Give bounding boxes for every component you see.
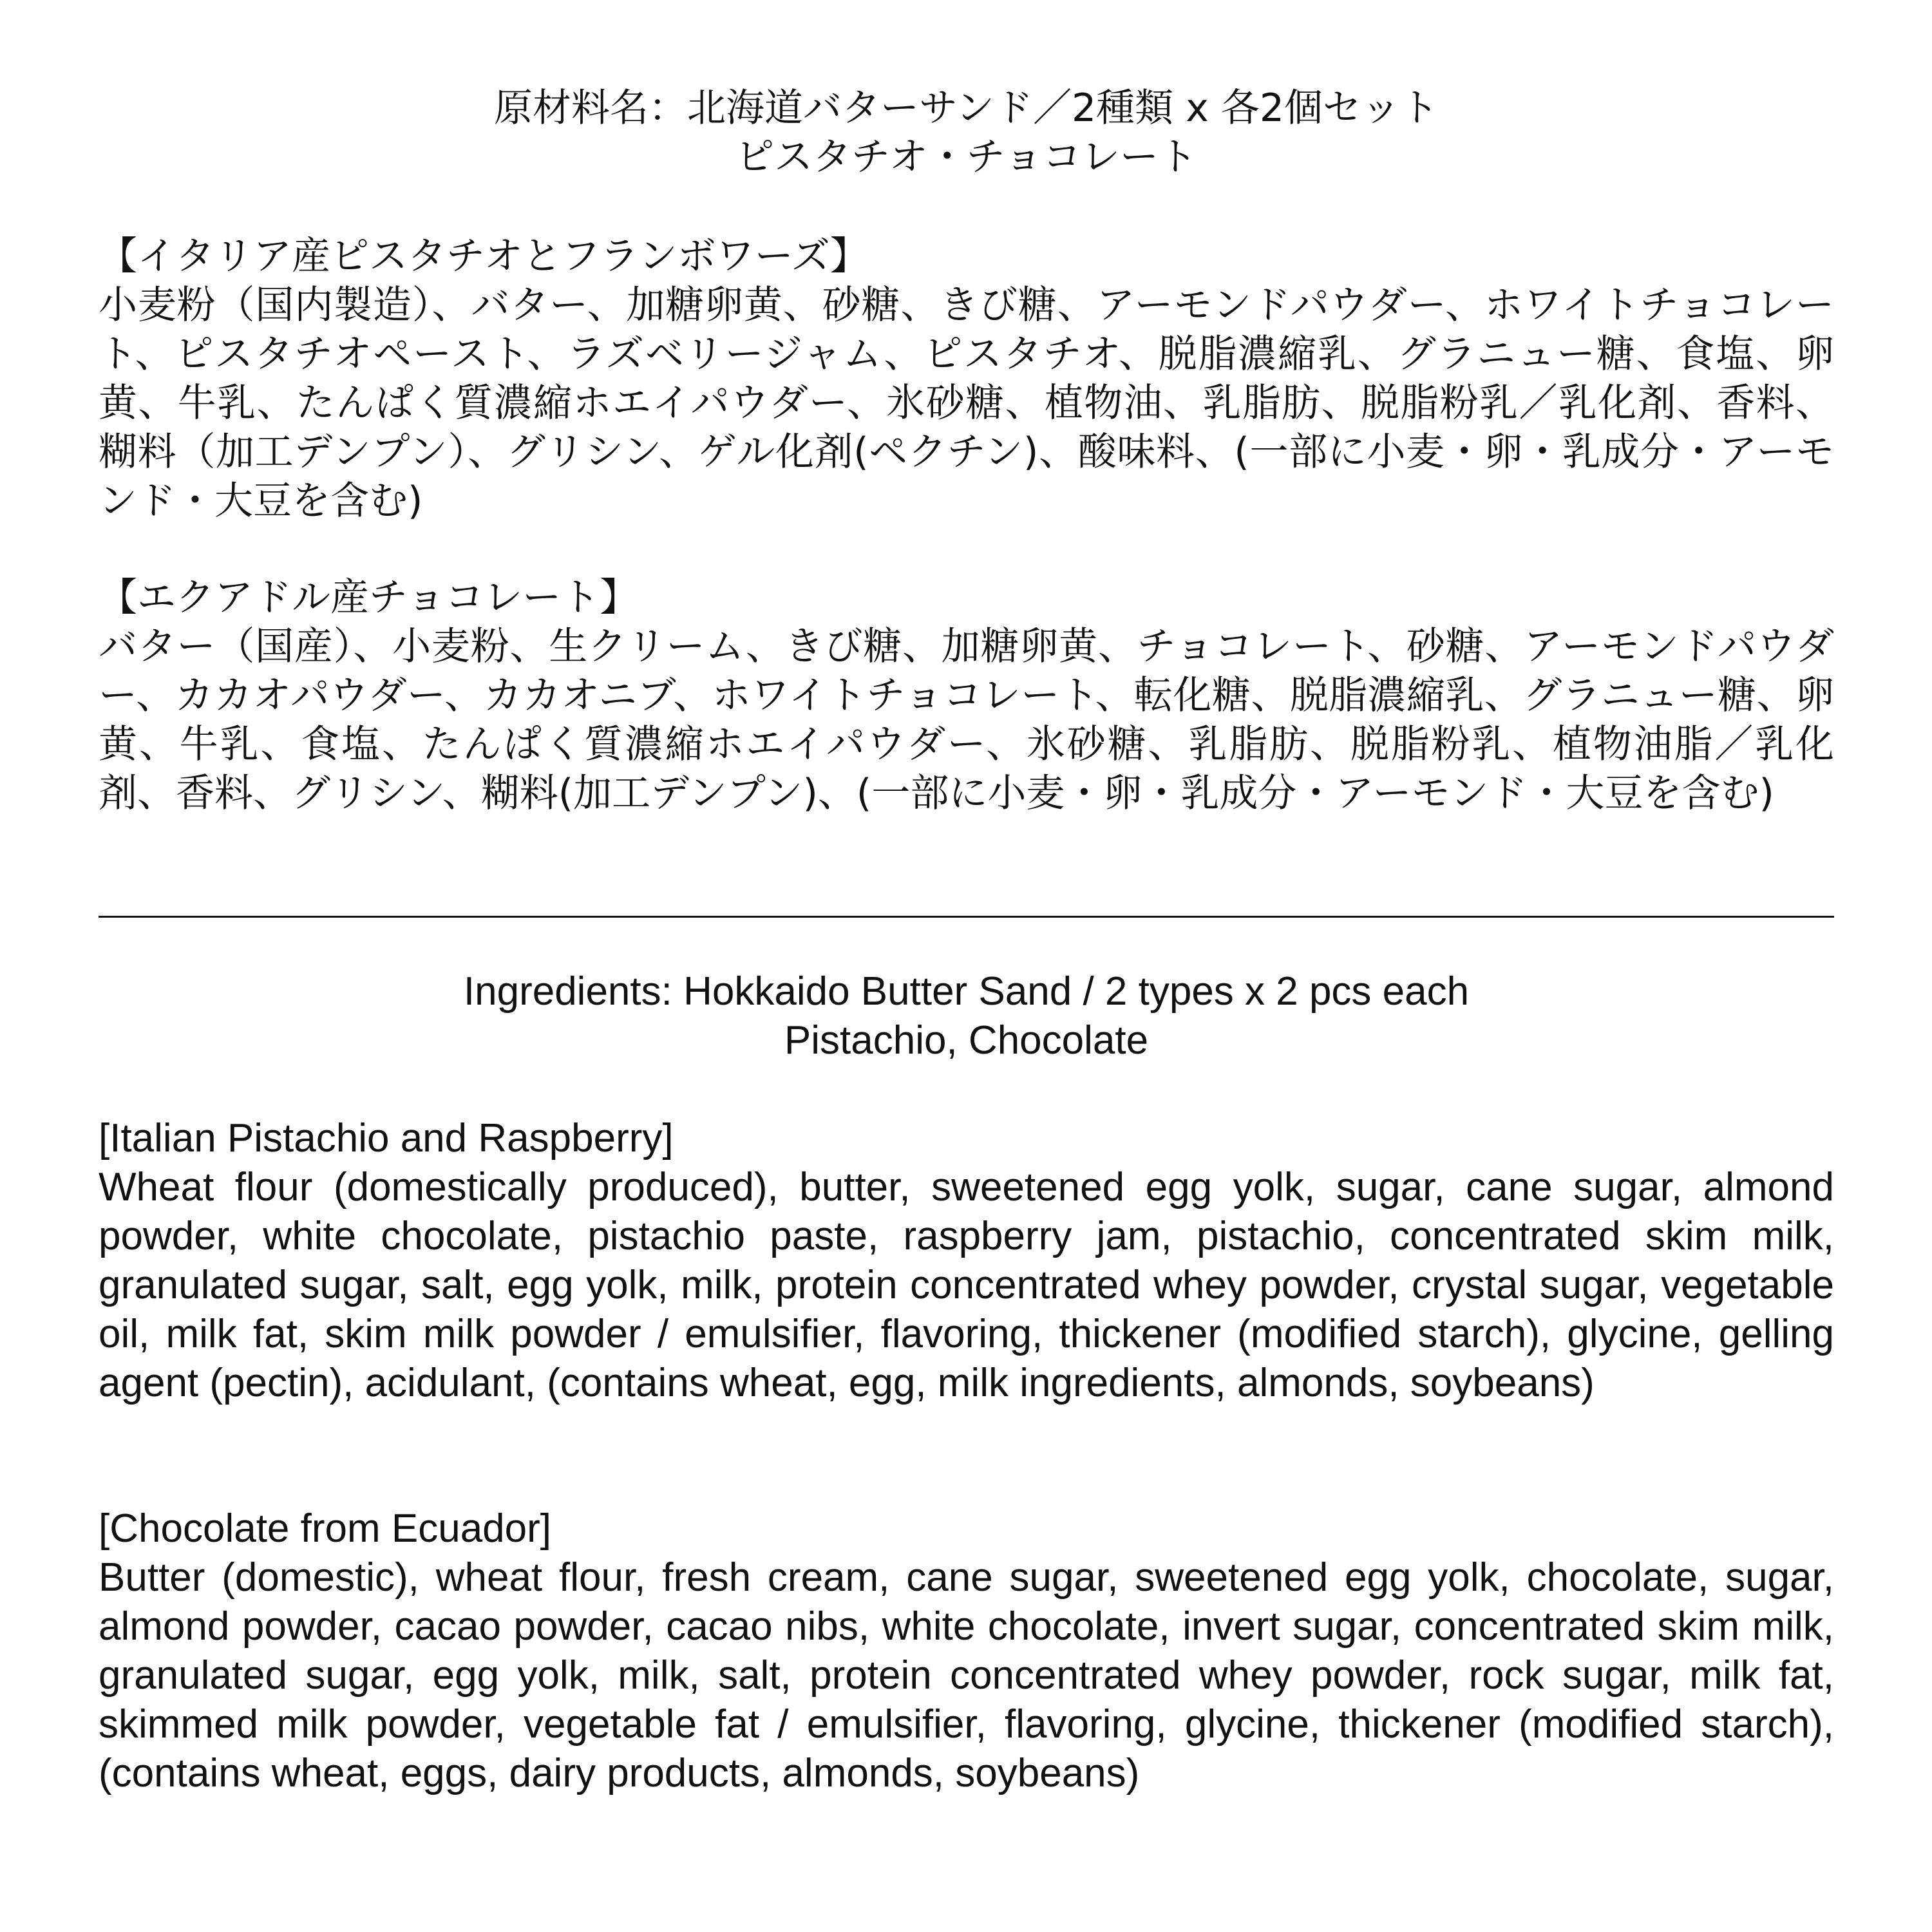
ingredient-list: バター（国産）、小麦粉、生クリーム、きび糖、加糖卵黄、チョコレート、砂糖、アーモンドパウダー、カカオパウダー、カカオニブ、ホワイトチョコレート、転化糖、脱脂濃縮乳、グラニュー糖、卵黄、牛乳、食塩、たんぱく質濃縮ホエイパウダー、氷砂糖、乳脂肪、脱脂粉乳、植物油脂／乳化剤、香料、グリシン、糊料(加工デンプン)、(一部に小麦・卵・乳成分・アーモンド・大豆を含む): [99, 624, 1834, 816]
section-heading: 【エクアドル産チョコレート】: [99, 575, 639, 620]
japanese-title: [99, 84, 1834, 182]
japanese-title-line1: 原材料名：北海道バターサンド／2種類 x 各2個セット: [494, 86, 1439, 131]
section-heading: [Chocolate from Ecuador]: [99, 1506, 552, 1551]
english-title: [99, 967, 1834, 1065]
japanese-section-chocolate: [99, 573, 1834, 818]
ingredient-list: Butter (domestic), wheat flour, fresh cream, cane sugar, sweetened egg yolk, chocolate, sugar, almond powder, cacao powder, cacao nibs, white chocolate, invert sugar, concentrated skim milk, granulated sugar, egg yolk, milk, salt, protein concentrated whey powder, rock sugar, milk fat, skimmed milk powder, vegetable fat / emulsifier, flavoring, glycine, thickener (modified starch), (contains wheat, eggs, dairy products, almonds, soybeans): [99, 1555, 1834, 1795]
section-heading: [Italian Pistachio and Raspberry]: [99, 1116, 674, 1160]
english-section-pistachio: [99, 1114, 1834, 1408]
divider: [99, 916, 1834, 918]
japanese-section-pistachio: [99, 232, 1834, 526]
ingredient-list: Wheat flour (domestically produced), butter, sweetened egg yolk, sugar, cane sugar, almond powder, white chocolate, pistachio paste, raspberry jam, pistachio, concentrated skim milk, granulated sugar, salt, egg yolk, milk, protein concentrated whey powder, crystal sugar, vegetable oil, milk fat, skim milk powder / emulsifier, flavoring, thickener (modified starch), glycine, gelling agent (pectin), acidulant, (contains wheat, egg, milk ingredients, almonds, soybeans): [99, 1165, 1834, 1405]
japanese-title-line2: ピスタチオ・チョコレート: [735, 135, 1197, 180]
ingredient-list: 小麦粉（国内製造）、バター、加糖卵黄、砂糖、きび糖、アーモンドパウダー、ホワイトチョコレート、ピスタチオペースト、ラズベリージャム、ピスタチオ、脱脂濃縮乳、グラニュー糖、食塩、卵黄、牛乳、たんぱく質濃縮ホエイパウダー、氷砂糖、植物油、乳脂肪、脱脂粉乳／乳化剤、香料、糊料（加工デンプン）、グリシン、ゲル化剤(ペクチン)、酸味料、(一部に小麦・卵・乳成分・アーモンド・大豆を含む): [99, 283, 1834, 524]
section-heading: 【イタリア産ピスタチオとフランボワーズ】: [99, 234, 869, 279]
english-title-line1: Ingredients: Hokkaido Butter Sand / 2 types x 2 pcs each: [463, 969, 1470, 1014]
english-section-chocolate: [99, 1504, 1834, 1798]
english-title-line2: Pistachio, Chocolate: [784, 1018, 1149, 1063]
